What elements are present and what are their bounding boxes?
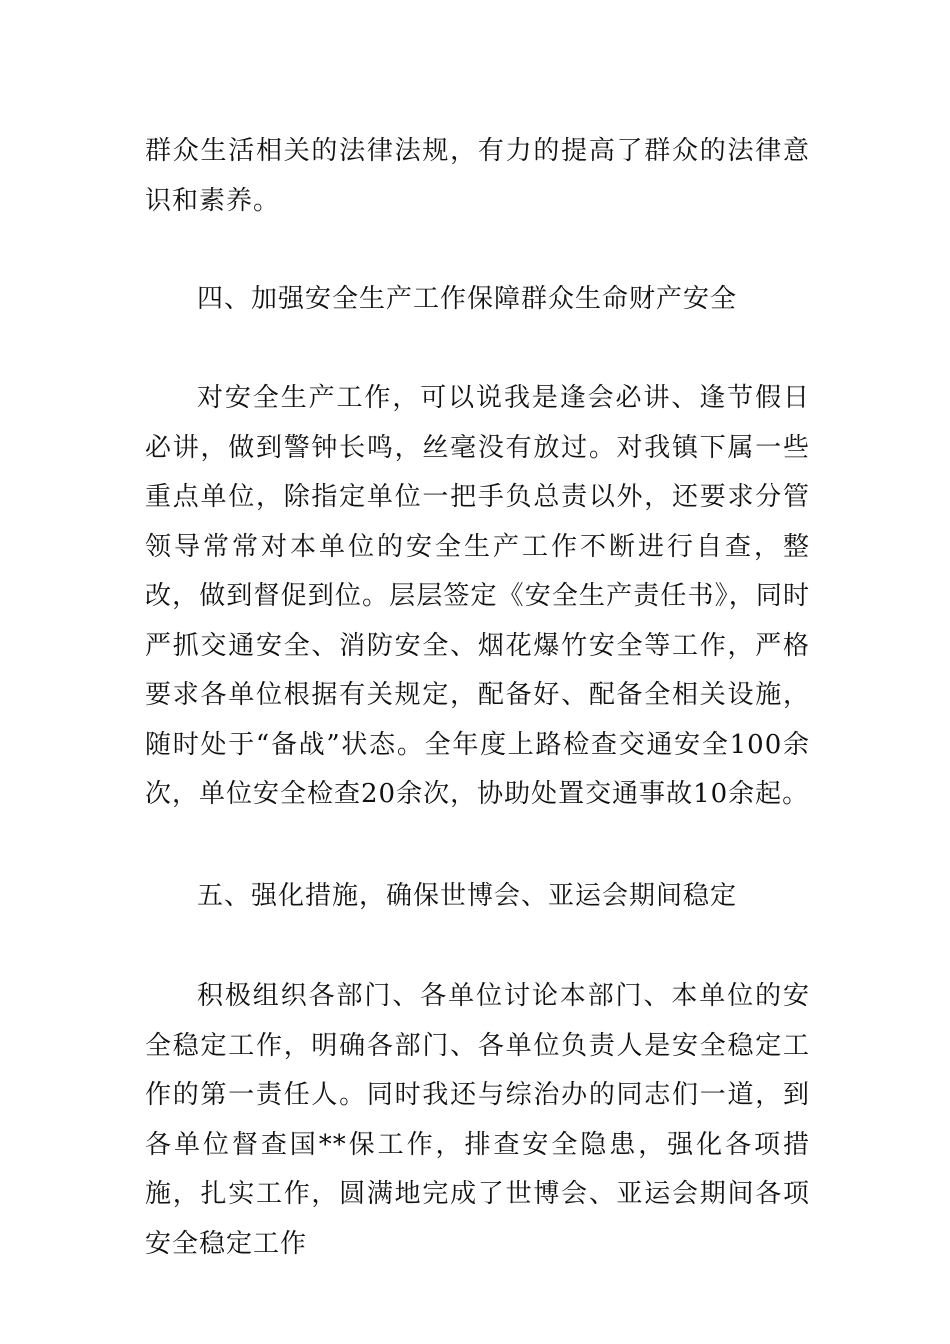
paragraph-safety-production: 对安全生产工作，可以说我是逢会必讲、逢节假日必讲，做到警钟长鸣，丝毫没有放过。对我镇下属一些重点单位，除指定单位一把手负总责以外，还要求分管领导常常对本单位的安全生产工作不断进行自查，整改，做到督促到位。层层签定《安全生产责任书》，同时严抓交通安全、消防安全、烟花爆竹安全等工作，严格要求各单位根据有关规定，配备好、配备全相关设施，随时处于“备战”状态。全年度上路检查交通安全100余次，单位安全检查20余次，协助处置交通事故10余起。 bbox=[145, 383, 810, 809]
section-heading-four: 四、加强安全生产工作保障群众生命财产安全 bbox=[197, 284, 738, 314]
paragraph-continuation: 群众生活相关的法律法规，有力的提高了群众的法律意识和素养。 bbox=[145, 136, 810, 216]
section-heading-five: 五、强化措施，确保世博会、亚运会期间稳定 bbox=[197, 881, 738, 911]
paragraph-stability: 积极组织各部门、各单位讨论本部门、本单位的安全稳定工作，明确各部门、各单位负责人是安全稳定工作的第一责任人。同时我还与综治办的同志们一道，到各单位督查国**保工作，排查安全隐患，强化各项措施，扎实工作，圆满地完成了世博会、亚运会期间各项安全稳定工作 bbox=[145, 981, 810, 1259]
